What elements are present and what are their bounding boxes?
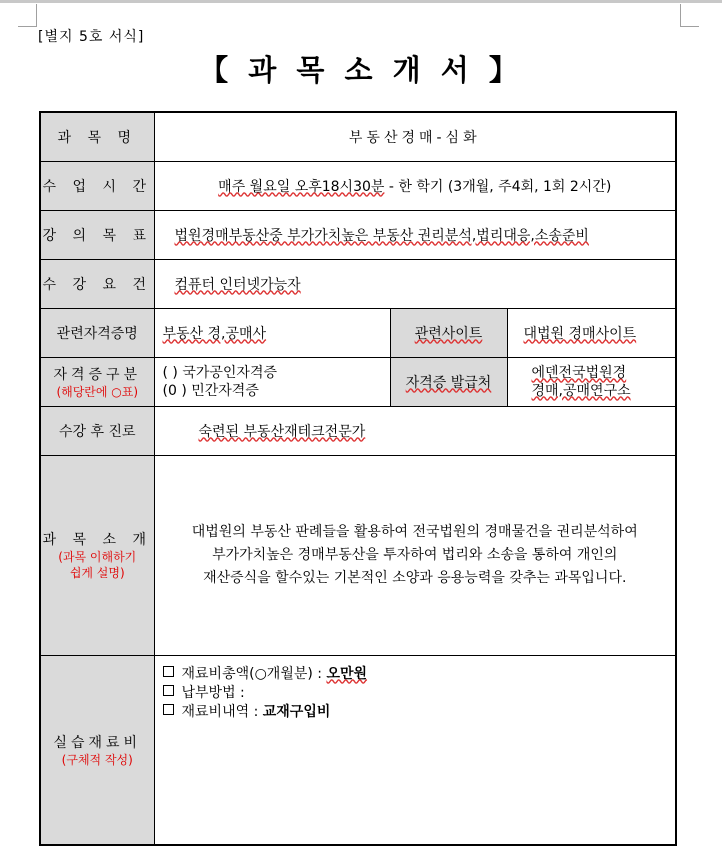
- issuer-line-2: 경매,공매연구소: [531, 382, 631, 399]
- goal-label: 강 의 목 표: [40, 210, 154, 259]
- cert-type-options: [154, 357, 390, 406]
- intro-text[interactable]: [154, 455, 676, 655]
- site-value[interactable]: 대법원 경매사이트: [507, 308, 676, 357]
- cert-type-note: (해당란에 ○표): [56, 384, 139, 399]
- intro-note-2: 쉽게 설명): [69, 566, 125, 580]
- materials-item-total: 재료비총액(○개월분) : 오만원: [163, 665, 668, 684]
- cert-type-title: 자격증구분: [53, 366, 142, 383]
- row-goal: [40, 210, 676, 259]
- materials-detail-value: 교재구입비: [262, 703, 331, 720]
- materials-label: [40, 655, 154, 845]
- intro-line-1: 대법원의 부동산 판례들을 활용하여 전국법원의 경매물건을 권리분석하여: [191, 523, 638, 540]
- intro-label: [40, 455, 154, 655]
- cert-type-label: [40, 357, 154, 406]
- checkbox-icon[interactable]: [163, 666, 174, 677]
- checkbox-icon[interactable]: [163, 704, 174, 715]
- materials-list[interactable]: [154, 655, 676, 845]
- requirement-value[interactable]: 컴퓨터 인터넷가능자: [154, 259, 676, 308]
- schedule-label: 수 업 시 간: [40, 161, 154, 210]
- schedule-value-main: 매주 월요일 오후18시30분: [218, 178, 385, 195]
- materials-item-detail: 재료비내역 : 교재구입비: [163, 703, 668, 722]
- issuer-label: 자격증 발급처: [390, 357, 507, 406]
- materials-note: (구체적 작성): [61, 752, 133, 767]
- checkbox-icon[interactable]: [163, 685, 174, 696]
- career-value[interactable]: 숙련된 부동산재테크전문가: [154, 406, 676, 455]
- materials-title: 실습재료비: [53, 734, 142, 751]
- schedule-value-detail: - 한 학기 (3개월, 주4회, 1회 2시간): [384, 178, 612, 195]
- row-schedule: [40, 161, 676, 210]
- intro-title: 과 목 소 개: [42, 532, 152, 548]
- issuer-line-1: 에덴전국법원경: [531, 364, 627, 381]
- crop-mark-left: [18, 4, 37, 27]
- subject-label: 과 목 명: [40, 112, 154, 161]
- row-career: [40, 406, 676, 455]
- issuer-value[interactable]: [507, 357, 676, 406]
- subject-value[interactable]: 부동산경매-심화: [154, 112, 676, 161]
- row-materials: [40, 655, 676, 845]
- cert-value[interactable]: 부동산 경,공매사: [154, 308, 390, 357]
- materials-total-value: 오만원: [326, 665, 368, 682]
- intro-note-1: (과목 이해하기: [58, 550, 137, 564]
- intro-line-2: 부가가치높은 경매부동산을 투자하여 법리와 소송을 통하여 개인의: [212, 546, 618, 563]
- cert-label: 관련자격증명: [40, 308, 154, 357]
- top-border: [0, 0, 722, 3]
- page-title: 【 과 목 소 개 서 】: [199, 53, 523, 87]
- row-requirement: [40, 259, 676, 308]
- row-intro: [40, 455, 676, 655]
- materials-item-payment: 납부방법 :: [163, 684, 668, 703]
- site-label: 관련사이트: [390, 308, 507, 357]
- crop-mark-right: [680, 4, 699, 27]
- schedule-value[interactable]: [154, 161, 676, 210]
- intro-line-3: 재산증식을 할수있는 기본적인 소양과 응용능력을 갖추는 과목입니다.: [203, 569, 627, 586]
- requirement-label: 수 강 요 건: [40, 259, 154, 308]
- goal-value[interactable]: 법원경매부동산중 부가가치높은 부동산 권리분석,법리대응,소송준비: [154, 210, 676, 259]
- cert-option-national[interactable]: ( ) 국가공인자격증: [162, 364, 277, 381]
- row-subject: [40, 112, 676, 161]
- form-label: [별지 5호 서식]: [38, 29, 145, 45]
- row-cert: [40, 308, 676, 357]
- career-label: 수강 후 진로: [40, 406, 154, 455]
- row-cert-type: [40, 357, 676, 406]
- course-table: [39, 111, 677, 846]
- cert-option-private[interactable]: (0 ) 민간자격증: [162, 382, 259, 399]
